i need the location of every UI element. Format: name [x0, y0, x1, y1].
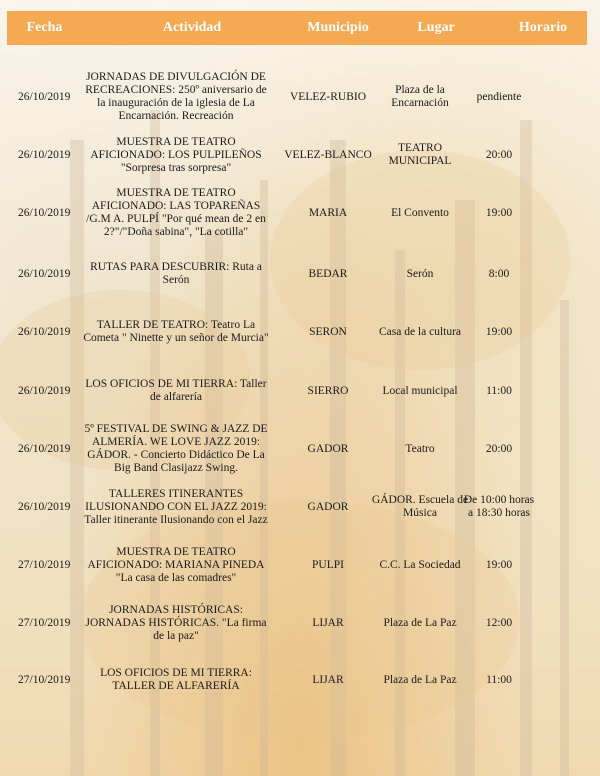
- cell-fecha: 26/10/2019: [18, 206, 71, 219]
- cell-actividad: 5º FESTIVAL DE SWING & JAZZ DE ALMERÍA. WE LOVE JAZZ 2019: GÁDOR. - Concierto Didáctico De La Big Band Clasijazz Swing.: [84, 423, 268, 474]
- cell-actividad: JORNADAS DE DIVULGACIÓN DE RECREACIONES: 250º aniversario de la inauguración de la iglesia de La Encarnación. Recreación: [85, 71, 267, 122]
- cell-municipio: SIERRO: [307, 384, 349, 397]
- cell-actividad: LOS OFICIOS DE MI TIERRA: Taller de alfarería: [85, 378, 267, 403]
- header-fecha: Fecha: [26, 20, 63, 35]
- cell-lugar: Casa de la cultura: [378, 325, 462, 338]
- cell-actividad: LOS OFICIOS DE MI TIERRA: TALLER DE ALFARERÍA: [100, 667, 252, 692]
- cell-actividad: RUTAS PARA DESCUBRIR: Ruta a Serón: [90, 261, 262, 286]
- table-header: [7, 11, 587, 45]
- cell-horario: 20:00: [485, 442, 513, 455]
- cell-actividad: MUESTRA DE TEATRO AFICIONADO: MARIANA PINEDA "La casa de las comadres": [87, 545, 265, 584]
- cell-lugar: Plaza de La Paz: [383, 673, 457, 686]
- cell-lugar: Local municipal: [382, 384, 458, 397]
- header-horario: Horario: [518, 20, 568, 35]
- table-row: [0, 418, 600, 480]
- cell-lugar: TEATRO MUNICIPAL: [388, 142, 452, 167]
- cell-fecha: 26/10/2019: [18, 90, 71, 103]
- cell-actividad: TALLER DE TEATRO: Teatro La Cometa " Ninette y un señor de Murcia": [83, 319, 269, 344]
- table-row: [0, 484, 600, 530]
- cell-fecha: 26/10/2019: [18, 384, 71, 397]
- cell-fecha: 26/10/2019: [18, 325, 71, 338]
- cell-horario: 11:00: [486, 384, 512, 397]
- cell-fecha: 27/10/2019: [18, 558, 71, 571]
- cell-municipio: VELEZ-BLANCO: [284, 148, 372, 161]
- cell-fecha: 26/10/2019: [18, 267, 71, 280]
- cell-horario: 19:00: [485, 558, 513, 571]
- cell-fecha: 26/10/2019: [18, 442, 71, 455]
- cell-horario: 12:00: [485, 616, 513, 629]
- cell-lugar: C.C. La Sociedad: [379, 558, 461, 571]
- table-row: [0, 312, 600, 352]
- cell-horario: 19:00: [485, 206, 513, 219]
- cell-municipio: VELEZ-RUBIO: [289, 90, 366, 103]
- cell-horario: 11:00: [486, 673, 512, 686]
- table-row: [0, 182, 600, 244]
- cell-lugar: El Convento: [391, 206, 449, 219]
- cell-fecha: 26/10/2019: [18, 500, 71, 513]
- cell-actividad: MUESTRA DE TEATRO AFICIONADO: LAS TOPAREÑAS /G.M A. PULPÍ "Por qué mean de 2 en 2?"/"Doña sabina", "La cotilla": [86, 187, 266, 238]
- header-lugar: Lugar: [417, 20, 455, 35]
- cell-horario: 19:00: [485, 325, 513, 338]
- cell-horario: 20:00: [485, 148, 513, 161]
- table-row: [0, 254, 600, 294]
- cell-actividad: TALLERES ITINERANTES ILUSIONANDO CON EL JAZZ 2019: Taller itinerante Ilusionando con el Jazz: [84, 487, 268, 526]
- cell-municipio: BEDAR: [308, 267, 348, 280]
- cell-municipio: GADOR: [307, 500, 349, 513]
- cell-municipio: GADOR: [307, 442, 349, 455]
- table-row: [0, 130, 600, 180]
- cell-fecha: 27/10/2019: [18, 673, 71, 686]
- cell-horario: 8:00: [488, 267, 510, 280]
- table-row: [0, 66, 600, 128]
- cell-actividad: MUESTRA DE TEATRO AFICIONADO: LOS PULPILEÑOS "Sorpresa tras sorpresa": [90, 135, 262, 174]
- cell-lugar: Plaza de La Paz: [383, 616, 457, 629]
- header-municipio: Municipio: [307, 20, 369, 35]
- cell-municipio: LIJAR: [312, 673, 344, 686]
- cell-lugar: GÁDOR. Escuela de Música: [371, 494, 469, 519]
- table-row: [0, 660, 600, 700]
- cell-actividad: JORNADAS HISTÓRICAS: JORNADAS HISTÓRICAS. "La firma de la paz": [85, 603, 267, 642]
- cell-municipio: LIJAR: [312, 616, 344, 629]
- cell-municipio: SERON: [309, 325, 347, 338]
- cell-municipio: MARIA: [308, 206, 348, 219]
- table-row: [0, 543, 600, 587]
- cell-horario: De 10:00 horas a 18:30 horas: [463, 494, 535, 519]
- header-actividad: Actividad: [162, 20, 222, 35]
- cell-fecha: 27/10/2019: [18, 616, 71, 629]
- cell-fecha: 26/10/2019: [18, 148, 71, 161]
- cell-lugar: Plaza de la Encarnación: [391, 84, 449, 109]
- cell-lugar: Teatro: [405, 442, 435, 455]
- cell-horario: pendiente: [476, 90, 522, 103]
- table-row: [0, 601, 600, 645]
- cell-municipio: PULPI: [312, 558, 344, 571]
- cell-lugar: Serón: [406, 267, 434, 280]
- table-row: [0, 371, 600, 411]
